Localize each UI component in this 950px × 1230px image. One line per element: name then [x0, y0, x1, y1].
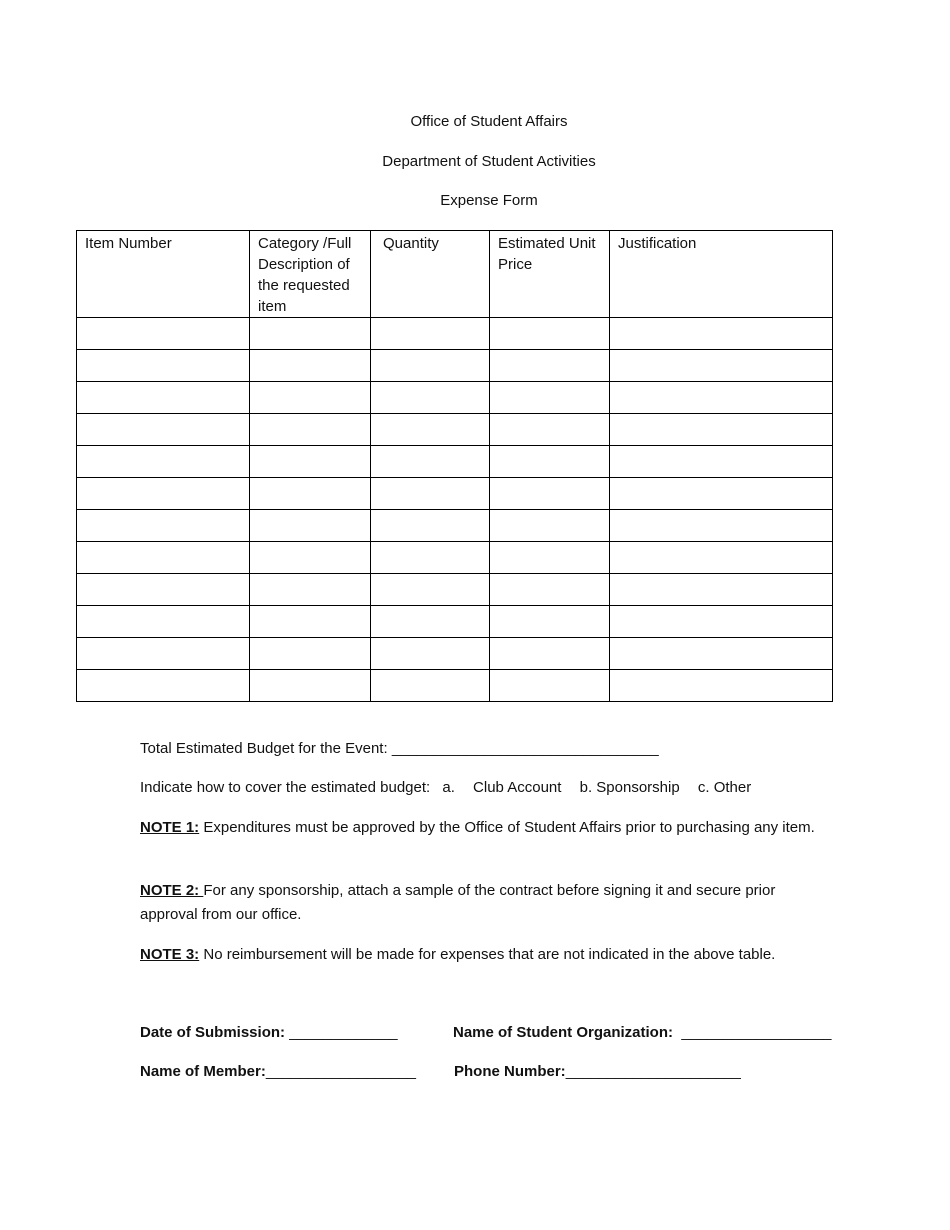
table-cell[interactable] [77, 382, 250, 414]
member-field[interactable]: __________________ [265, 1063, 417, 1080]
note-3-label: NOTE 3: [140, 946, 200, 963]
option-sponsorship[interactable]: b. Sponsorship [579, 779, 680, 796]
total-budget-line [140, 737, 659, 761]
organization-label: Name of Student Organization: [453, 1024, 682, 1041]
table-cell[interactable] [371, 382, 490, 414]
table-cell[interactable] [371, 606, 490, 638]
table-cell[interactable] [490, 574, 610, 606]
note-2 [140, 879, 820, 927]
table-cell[interactable] [77, 606, 250, 638]
table-cell[interactable] [250, 574, 371, 606]
table-cell[interactable] [610, 382, 833, 414]
table-cell[interactable] [610, 574, 833, 606]
note-1-text: Expenditures must be approved by the Office of Student Affairs prior to purchasing any item. [199, 819, 815, 836]
col-header-justification: Justification [610, 231, 833, 318]
note-2-label: NOTE 2: [140, 882, 204, 899]
table-cell[interactable] [250, 670, 371, 702]
table-cell[interactable] [77, 510, 250, 542]
table-cell[interactable] [490, 382, 610, 414]
total-budget-label: Total Estimated Budget for the Event: [140, 740, 388, 757]
table-cell[interactable] [490, 446, 610, 478]
option-club-account[interactable]: Club Account [473, 779, 562, 796]
col-header-item-number: Item Number [77, 231, 250, 318]
table-cell[interactable] [250, 350, 371, 382]
total-budget-field[interactable]: ________________________________ [391, 740, 659, 757]
table-row [77, 574, 833, 606]
table-cell[interactable] [371, 670, 490, 702]
table-cell[interactable] [490, 606, 610, 638]
table-cell[interactable] [610, 350, 833, 382]
table-row [77, 382, 833, 414]
table-cell[interactable] [250, 414, 371, 446]
table-cell[interactable] [490, 478, 610, 510]
option-other[interactable]: c. Other [697, 779, 752, 796]
form-title: Expense Form [440, 192, 538, 209]
table-cell[interactable] [77, 638, 250, 670]
table-cell[interactable] [77, 574, 250, 606]
phone-number [454, 1063, 741, 1080]
date-of-submission [140, 1024, 398, 1041]
note-3 [140, 943, 840, 967]
phone-label: Phone Number: [454, 1063, 566, 1080]
table-cell[interactable] [610, 542, 833, 574]
table-cell[interactable] [77, 670, 250, 702]
table-cell[interactable] [610, 510, 833, 542]
table-cell[interactable] [610, 606, 833, 638]
note-1 [140, 816, 820, 840]
table-cell[interactable] [77, 542, 250, 574]
department-title: Department of Student Activities [382, 153, 596, 170]
table-row [77, 542, 833, 574]
table-row [77, 478, 833, 510]
table-cell[interactable] [250, 382, 371, 414]
table-cell[interactable] [610, 414, 833, 446]
organization-field[interactable]: __________________ [681, 1024, 832, 1041]
table-row [77, 510, 833, 542]
note-1-label: NOTE 1: [140, 819, 200, 836]
table-cell[interactable] [371, 414, 490, 446]
cover-budget-label: Indicate how to cover the estimated budget: [140, 779, 431, 796]
col-header-unit-price: Estimated Unit Price [490, 231, 610, 318]
table-cell[interactable] [250, 478, 371, 510]
table-cell[interactable] [371, 318, 490, 350]
date-field[interactable]: _____________ [289, 1024, 398, 1041]
col-header-category: Category /Full Description of the requested item [250, 231, 371, 318]
table-cell[interactable] [250, 542, 371, 574]
col-header-quantity: Quantity [371, 231, 490, 318]
member-label: Name of Member: [140, 1063, 266, 1080]
table-cell[interactable] [610, 670, 833, 702]
table-cell[interactable] [77, 350, 250, 382]
table-row [77, 350, 833, 382]
table-cell[interactable] [371, 574, 490, 606]
table-cell[interactable] [250, 318, 371, 350]
cover-budget-line [140, 776, 751, 800]
note-3-text: No reimbursement will be made for expenses that are not indicated in the above table. [199, 946, 776, 963]
table-cell[interactable] [490, 350, 610, 382]
table-cell[interactable] [77, 446, 250, 478]
table-cell[interactable] [371, 446, 490, 478]
table-cell[interactable] [610, 478, 833, 510]
office-title: Office of Student Affairs [410, 113, 568, 130]
option-a-marker: a. [442, 779, 455, 796]
date-label: Date of Submission: [140, 1024, 290, 1041]
table-row [77, 670, 833, 702]
table-cell[interactable] [490, 670, 610, 702]
member-name [140, 1063, 416, 1080]
table-cell[interactable] [250, 638, 371, 670]
table-cell[interactable] [371, 542, 490, 574]
table-row [77, 638, 833, 670]
table-cell[interactable] [610, 638, 833, 670]
table-cell[interactable] [371, 510, 490, 542]
table-cell[interactable] [490, 510, 610, 542]
student-organization [453, 1024, 832, 1041]
table-header-row [77, 231, 833, 318]
table-cell[interactable] [490, 638, 610, 670]
phone-field[interactable]: _____________________ [565, 1063, 741, 1080]
table-cell[interactable] [371, 350, 490, 382]
note-2-text: For any sponsorship, attach a sample of the contract before signing it and secure prior approval from our office. [140, 882, 776, 923]
table-cell[interactable] [250, 510, 371, 542]
table-cell[interactable] [490, 542, 610, 574]
table-cell[interactable] [250, 606, 371, 638]
table-cell[interactable] [77, 478, 250, 510]
table-cell[interactable] [250, 446, 371, 478]
table-cell[interactable] [77, 414, 250, 446]
table-cell[interactable] [77, 318, 250, 350]
table-body [77, 318, 833, 702]
table-row [77, 414, 833, 446]
table-row [77, 318, 833, 350]
table-row [77, 606, 833, 638]
table-cell[interactable] [371, 638, 490, 670]
table-cell[interactable] [371, 478, 490, 510]
expense-table [76, 230, 833, 702]
table-cell[interactable] [610, 318, 833, 350]
table-cell[interactable] [490, 414, 610, 446]
table-cell[interactable] [610, 446, 833, 478]
table-cell[interactable] [490, 318, 610, 350]
table-row [77, 446, 833, 478]
